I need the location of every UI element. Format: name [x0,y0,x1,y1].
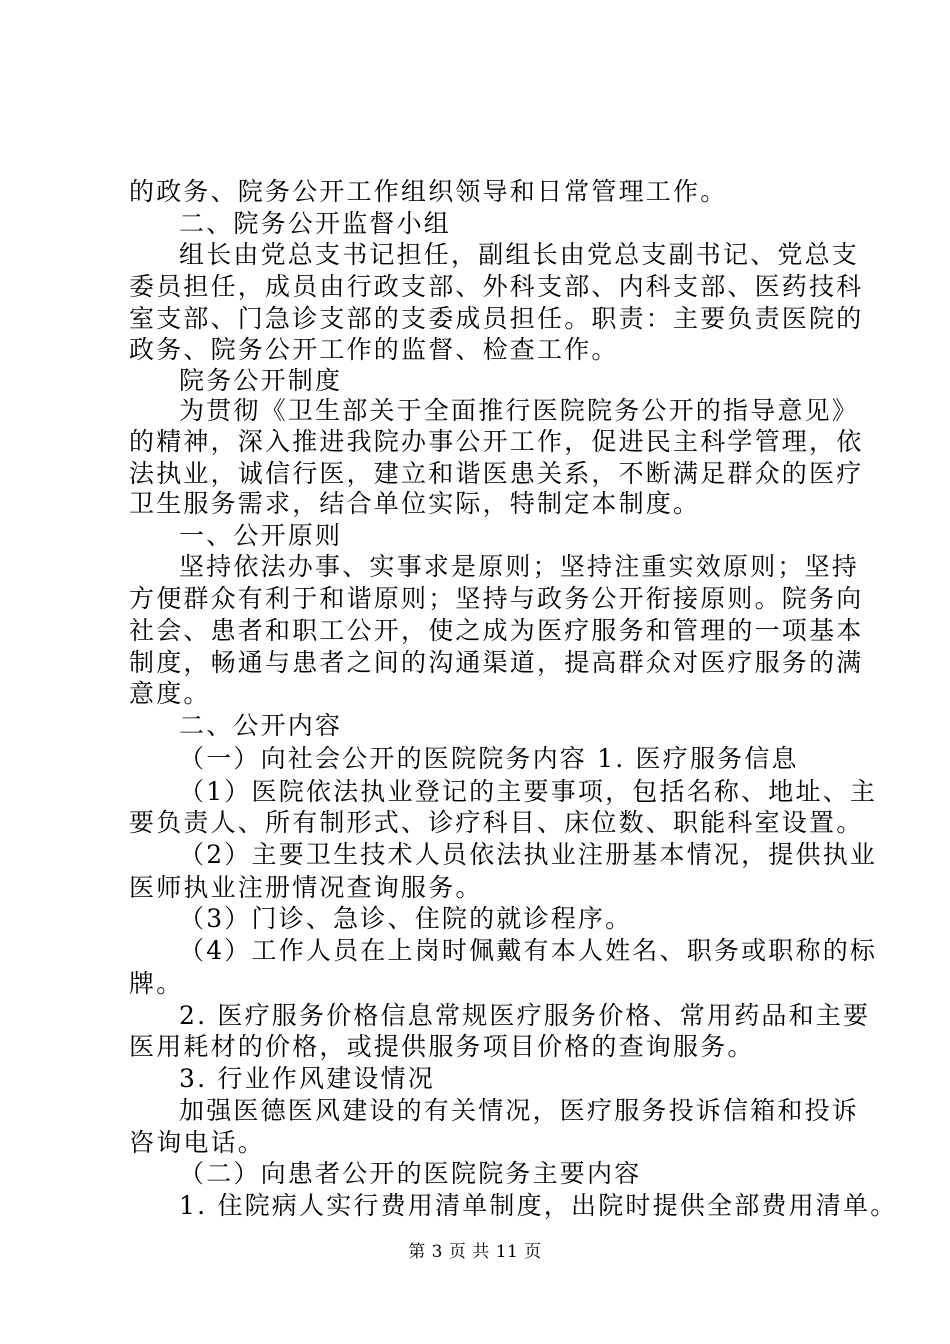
text-line: 医师执业注册情况查询服务。 [129,873,483,902]
text-line: 为贯彻《卫生部关于全面推行医院院务公开的指导意见》 [179,396,860,425]
text-line: 室支部、门急诊支部的支委成员担任。职责：主要负责医院的 [129,304,864,333]
text-line: 意度。 [129,679,211,708]
text-line: （一）向社会公开的医院院务内容 1. 医疗服务信息 [179,744,799,773]
text-line: 制度，畅通与患者之间的沟通渠道，提高群众对医疗服务的满 [129,648,864,677]
text-line: 社会、患者和职工公开，使之成为医疗服务和管理的一项基本 [129,616,864,645]
text-line: （2）主要卫生技术人员依法执业注册基本情况，提供执业 [179,840,878,869]
text-line: 2. 医疗服务价格信息常规医疗服务价格、常用药品和主要 [179,1001,871,1030]
text-line: 医用耗材的价格，或提供服务项目价格的查询服务。 [129,1032,755,1061]
section-heading: 二、院务公开监督小组 [179,209,452,238]
text-line: 1. 住院病人实行费用清单制度，出院时提供全部费用清单。 [179,1191,898,1220]
text-line: 咨询电话。 [129,1128,266,1157]
text-line: 要负责人、所有制形式、诊疗科目、床位数、职能科室设置。 [129,808,864,837]
text-line: （4）工作人员在上岗时佩戴有本人姓名、职务或职称的标 [179,936,878,965]
text-line: （1）医院依法执业登记的主要事项，包括名称、地址、主 [179,777,878,806]
text-line: 坚持依法办事、实事求是原则；坚持注重实效原则；坚持 [179,552,860,581]
text-line: （3）门诊、急诊、住院的就诊程序。 [179,904,633,933]
page-number-footer: 第 3 页 共 11 页 [408,1242,542,1262]
text-line: 政务、院务公开工作的监督、检查工作。 [129,335,619,364]
section-heading: 二、公开内容 [179,711,343,740]
section-heading: 3. 行业作风建设情况 [179,1064,435,1093]
text-line: 委员担任，成员由行政支部、外科支部、内科支部、医药技科 [129,272,864,301]
text-line: 方便群众有利于和谐原则；坚持与政务公开衔接原则。院务向 [129,584,864,613]
text-line: 法执业，诚信行医，建立和谐医患关系，不断满足群众的医疗 [129,459,864,488]
text-line: 卫生服务需求，结合单位实际，特制定本制度。 [129,489,701,518]
section-heading: 一、公开原则 [179,521,343,550]
section-heading: （二）向患者公开的医院院务主要内容 [179,1159,642,1188]
text-line: 的精神，深入推进我院办事公开工作，促进民主科学管理，依 [129,427,864,456]
text-line: 牌。 [129,969,184,998]
text-line: 加强医德医风建设的有关情况，医疗服务投诉信箱和投诉 [179,1096,860,1125]
section-heading: 院务公开制度 [179,366,343,395]
text-line: 的政务、院务公开工作组织领导和日常管理工作。 [129,177,728,206]
text-line: 组长由党总支书记担任，副组长由党总支副书记、党总支 [179,240,860,269]
